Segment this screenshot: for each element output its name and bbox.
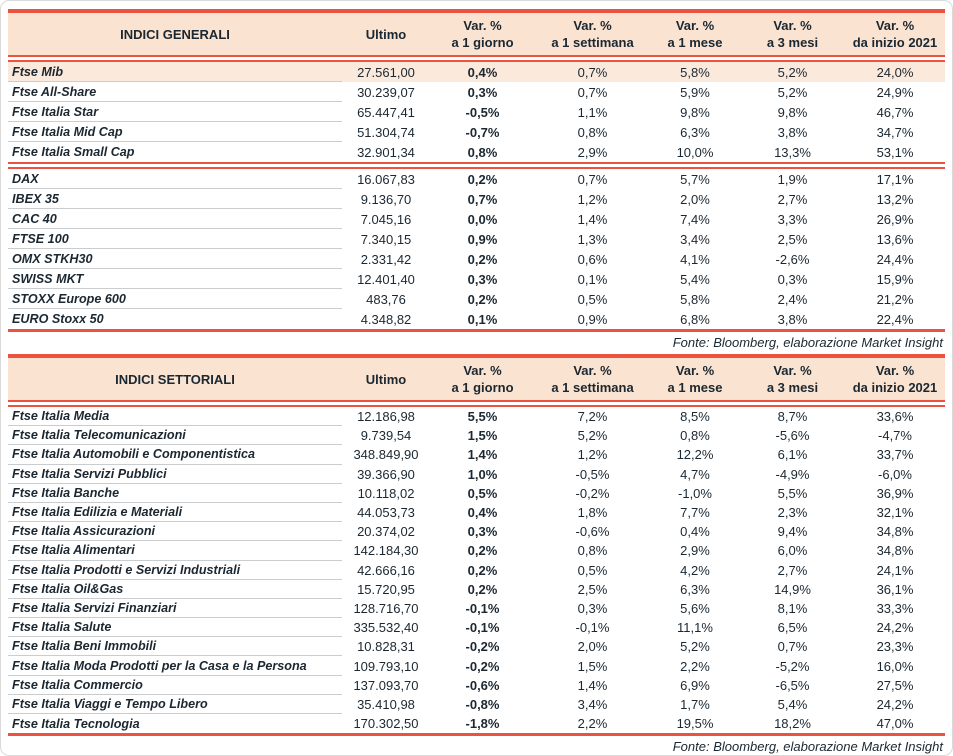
ultimo-cell: 27.561,00 [357, 64, 415, 80]
var-1day-cell: 0,0% [467, 211, 498, 227]
table-row [8, 122, 945, 142]
table-row [8, 229, 945, 249]
var-ytd-cell: 13,2% [876, 191, 914, 207]
ultimo-cell: 9.136,70 [360, 191, 412, 207]
ultimo-cell: 170.302,50 [353, 716, 419, 732]
var-ytd-cell: 33,3% [876, 600, 914, 616]
ultimo-cell: 12.401,40 [357, 271, 415, 287]
column-header-var-1 [430, 13, 535, 55]
ultimo-cell: 4.348,82 [360, 311, 412, 327]
var-1week-cell: 2,9% [577, 144, 608, 160]
index-name-cell: Ftse Italia Star [8, 102, 342, 122]
var-1week-cell: 1,2% [577, 191, 608, 207]
var-1month-cell: 2,0% [680, 191, 710, 207]
index-name-cell: Ftse Italia Oil&Gas [8, 580, 342, 599]
table-row [8, 269, 945, 289]
index-name-cell: Ftse Italia Servizi Pubblici [8, 465, 342, 484]
var-ytd-cell: 34,8% [876, 543, 914, 559]
ultimo-cell: 7.340,15 [360, 231, 412, 247]
var-1month-cell: 5,4% [680, 271, 710, 287]
var-1week-cell: -0,2% [575, 485, 610, 501]
var-1month-cell: 6,9% [680, 677, 710, 693]
var-ytd-cell: 36,9% [876, 485, 914, 501]
var-ytd-cell: 32,1% [876, 505, 914, 521]
var-3month-cell: 9,4% [777, 524, 808, 540]
var-3month-cell: 2,5% [777, 231, 808, 247]
table-row [8, 637, 945, 656]
var-1week-cell: 1,3% [577, 231, 608, 247]
var-3month-cell: -5,6% [775, 428, 810, 444]
var-3month-cell: 2,7% [777, 562, 808, 578]
ultimo-cell: 335.532,40 [353, 620, 419, 636]
table-row [8, 426, 945, 445]
var-period-label: a 1 settimana [551, 35, 634, 50]
table-row [8, 189, 945, 209]
var-1week-cell: 2,0% [577, 639, 608, 655]
indices-table-settoriali [8, 354, 945, 736]
var-1month-cell: -1,0% [678, 485, 712, 501]
var-3month-cell: 5,2% [777, 64, 808, 80]
ultimo-cell: 51.304,74 [357, 124, 415, 140]
var-1week-cell: 0,7% [577, 171, 608, 187]
indices-table-generali [8, 9, 945, 332]
table-row [8, 561, 945, 580]
index-name-cell: DAX [8, 169, 342, 189]
var-3month-cell: 6,5% [777, 620, 808, 636]
var-ytd-cell: 26,9% [876, 211, 914, 227]
var-1week-cell: 0,7% [577, 84, 608, 100]
var-ytd-cell: 13,6% [876, 231, 914, 247]
var-3month-cell: 5,5% [777, 485, 808, 501]
index-name-cell: Ftse Italia Tecnologia [12, 716, 140, 731]
var-percent-label: Var. % [675, 363, 715, 378]
var-ytd-cell: 24,1% [876, 562, 914, 578]
table-row [8, 676, 945, 695]
var-1month-cell: 7,7% [680, 505, 710, 521]
var-1week-cell: 0,5% [577, 562, 608, 578]
var-1day-cell: -0,8% [465, 696, 500, 712]
var-1day-cell: -0,1% [465, 600, 500, 616]
var-1day-cell: 0,4% [467, 64, 498, 80]
column-header-var-5 [845, 358, 945, 400]
index-name-cell: Ftse Italia Mid Cap [8, 122, 342, 142]
var-1week-cell: 0,1% [577, 271, 608, 287]
table-row [8, 695, 945, 714]
var-1month-cell: 11,1% [677, 620, 713, 636]
index-name-cell: FTSE 100 [8, 229, 342, 249]
var-1month-cell: 6,8% [680, 311, 710, 327]
var-ytd-cell: 21,2% [876, 291, 914, 307]
var-period-label: a 3 mesi [766, 380, 819, 395]
var-3month-cell: 9,8% [777, 104, 808, 120]
var-1week-cell: 0,6% [577, 251, 608, 267]
ultimo-cell: 10.828,31 [357, 639, 415, 655]
var-3month-cell: -6,5% [775, 677, 810, 693]
var-1day-cell: 0,4% [467, 505, 498, 521]
var-period-label: da inizio 2021 [852, 35, 938, 50]
var-ytd-cell: 33,6% [876, 409, 914, 425]
table-row [8, 541, 945, 560]
ultimo-cell: 137.093,70 [353, 677, 419, 693]
var-1month-cell: 4,1% [680, 251, 710, 267]
var-1month-cell: 1,7% [680, 696, 710, 712]
source-note: Fonte: Bloomberg, elaborazione Market Insight [672, 739, 943, 755]
table-body [8, 407, 945, 733]
var-1day-cell: 1,5% [467, 428, 498, 444]
var-ytd-cell: 33,7% [876, 447, 914, 463]
ultimo-cell: 30.239,07 [357, 84, 415, 100]
index-name-cell: Ftse Italia Servizi Finanziari [8, 599, 342, 618]
var-percent-label: Var. % [875, 363, 915, 378]
var-1month-cell: 19,5% [676, 716, 714, 732]
var-1month-cell: 2,9% [680, 543, 710, 559]
var-ytd-cell: 17,1% [876, 171, 914, 187]
index-name-cell: EURO Stoxx 50 [12, 312, 104, 326]
var-1week-cell: 0,8% [577, 124, 608, 140]
var-3month-cell: 18,2% [774, 716, 811, 732]
index-name-cell: OMX STKH30 [8, 249, 342, 269]
var-3month-cell: 6,0% [777, 543, 808, 559]
column-header-var-2 [535, 358, 650, 400]
var-1week-cell: 1,1% [577, 104, 608, 120]
var-1week-cell: 7,2% [577, 409, 608, 425]
var-1day-cell: 0,5% [467, 485, 498, 501]
var-1day-cell: 0,2% [467, 251, 498, 267]
var-1day-cell: 0,7% [467, 191, 498, 207]
var-1week-cell: 1,4% [577, 211, 608, 227]
index-name-cell: Ftse Italia Moda Prodotti per la Casa e la Persona [8, 656, 342, 675]
var-ytd-cell: 47,0% [876, 716, 914, 732]
table-row [8, 656, 945, 675]
column-header-var-3 [650, 358, 740, 400]
table-row [8, 209, 945, 229]
var-ytd-cell: 24,0% [876, 64, 914, 80]
var-ytd-cell: 23,3% [876, 639, 914, 655]
var-percent-label: Var. % [773, 18, 812, 33]
var-1month-cell: 9,8% [680, 104, 710, 120]
index-name-cell: Ftse Mib [8, 62, 342, 82]
var-1day-cell: 5,5% [467, 409, 498, 425]
var-1day-cell: 0,2% [467, 562, 498, 578]
column-header-var-1 [430, 358, 535, 400]
var-period-label: a 1 giorno [451, 35, 514, 50]
var-3month-cell: 3,3% [777, 211, 808, 227]
ultimo-cell: 142.184,30 [353, 543, 419, 559]
column-header-var-5 [845, 13, 945, 55]
column-header-var-3 [650, 13, 740, 55]
var-1day-cell: -1,8% [465, 716, 500, 732]
index-group [8, 62, 945, 162]
var-ytd-cell: 24,9% [876, 84, 914, 100]
table-row [8, 714, 945, 733]
table-row [8, 82, 945, 102]
table-row [8, 62, 945, 82]
var-ytd-cell: 16,0% [876, 658, 914, 674]
var-3month-cell: 2,7% [777, 191, 808, 207]
ultimo-cell: 128.716,70 [353, 600, 419, 616]
var-3month-cell: 5,2% [777, 84, 808, 100]
index-name-cell: Ftse Italia Beni Immobili [8, 637, 342, 656]
var-ytd-cell: 15,9% [876, 271, 914, 287]
var-1month-cell: 5,8% [680, 64, 710, 80]
var-1week-cell: 0,9% [577, 311, 608, 327]
ultimo-cell: 7.045,16 [360, 211, 412, 227]
source-note: Fonte: Bloomberg, elaborazione Market Insight [672, 335, 943, 350]
table-row [8, 249, 945, 269]
var-1day-cell: -0,5% [465, 104, 500, 120]
var-ytd-cell: 36,1% [876, 581, 914, 597]
var-3month-cell: -4,9% [775, 466, 810, 482]
var-1week-cell: 0,8% [577, 543, 608, 559]
ultimo-cell: 65.447,41 [357, 104, 415, 120]
table-row [8, 309, 945, 329]
index-name-cell: Ftse Italia Automobili e Componentistica [8, 445, 342, 464]
var-3month-cell: 2,3% [777, 505, 808, 521]
var-1day-cell: 0,3% [467, 524, 498, 540]
var-percent-label: Var. % [875, 18, 915, 33]
var-1week-cell: -0,6% [575, 524, 610, 540]
var-1day-cell: 0,3% [467, 271, 498, 287]
var-1month-cell: 3,4% [680, 231, 710, 247]
table-row [8, 618, 945, 637]
table-row [8, 580, 945, 599]
var-ytd-cell: -4,7% [878, 428, 912, 444]
index-name-cell: Ftse Italia Assicurazioni [8, 522, 342, 541]
index-name-cell: Ftse Italia Commercio [8, 676, 342, 695]
index-name-cell: Ftse Italia Banche [8, 484, 342, 503]
ultimo-cell: 483,76 [366, 291, 406, 307]
var-1day-cell: 0,2% [467, 581, 498, 597]
index-name-cell: Ftse Italia Small Cap [12, 145, 135, 159]
var-1week-cell: -0,5% [575, 466, 610, 482]
ultimo-cell: 2.331,42 [360, 251, 412, 267]
var-period-label: a 1 settimana [551, 380, 634, 395]
var-1week-cell: 5,2% [577, 428, 608, 444]
index-name-cell: Ftse Italia Prodotti e Servizi Industriali [8, 561, 342, 580]
table-row [8, 599, 945, 618]
index-name-cell: Ftse Italia Alimentari [8, 541, 342, 560]
column-header-ultimo: Ultimo [365, 26, 407, 42]
var-3month-cell: 14,9% [774, 581, 811, 597]
var-1month-cell: 4,7% [680, 466, 710, 482]
index-group [8, 169, 945, 329]
ultimo-cell: 16.067,83 [357, 171, 415, 187]
table-title: INDICI GENERALI [120, 26, 230, 42]
var-ytd-cell: 22,4% [876, 311, 914, 327]
var-ytd-cell: 34,8% [876, 524, 914, 540]
var-3month-cell: 8,1% [777, 600, 808, 616]
var-1month-cell: 5,9% [680, 84, 710, 100]
var-ytd-cell: 24,2% [876, 620, 914, 636]
var-1week-cell: 2,2% [577, 716, 608, 732]
var-1week-cell: 2,5% [577, 581, 608, 597]
var-ytd-cell: -6,0% [878, 466, 912, 482]
header-divider [8, 400, 945, 407]
var-1day-cell: 1,4% [467, 447, 498, 463]
var-3month-cell: -5,2% [775, 658, 810, 674]
var-1day-cell: -0,7% [465, 124, 500, 140]
table-body [8, 62, 945, 329]
var-1day-cell: 0,8% [467, 144, 498, 160]
var-3month-cell: 8,7% [777, 409, 808, 425]
var-1week-cell: 3,4% [577, 696, 608, 712]
var-3month-cell: 13,3% [774, 144, 811, 160]
var-1month-cell: 10,0% [676, 144, 714, 160]
var-1month-cell: 0,4% [680, 524, 710, 540]
ultimo-cell: 348.849,90 [353, 447, 419, 463]
var-1day-cell: 0,9% [467, 231, 498, 247]
var-1month-cell: 5,2% [680, 639, 710, 655]
var-3month-cell: 1,9% [777, 171, 808, 187]
var-1day-cell: 1,0% [467, 466, 498, 482]
column-header-var-4 [740, 13, 845, 55]
var-period-label: a 1 mese [667, 380, 723, 395]
index-name-cell: Ftse Italia Edilizia e Materiali [8, 503, 342, 522]
var-percent-label: Var. % [773, 363, 812, 378]
var-1day-cell: 0,3% [467, 84, 498, 100]
table-row [8, 289, 945, 309]
var-1day-cell: 0,2% [467, 291, 498, 307]
index-name-cell: Ftse Italia Media [8, 407, 342, 426]
header-divider [8, 55, 945, 62]
var-3month-cell: 3,8% [777, 311, 808, 327]
var-3month-cell: 3,8% [777, 124, 808, 140]
var-1day-cell: 0,2% [467, 543, 498, 559]
var-ytd-cell: 53,1% [876, 144, 914, 160]
table-header-row [8, 13, 945, 55]
var-1day-cell: -0,6% [465, 677, 500, 693]
var-3month-cell: 0,3% [777, 271, 808, 287]
table-row [8, 169, 945, 189]
table-row [8, 522, 945, 541]
var-1day-cell: -0,2% [465, 658, 500, 674]
var-period-label: a 3 mesi [766, 35, 819, 50]
var-ytd-cell: 24,2% [876, 696, 914, 712]
var-1month-cell: 5,6% [680, 600, 710, 616]
ultimo-cell: 20.374,02 [357, 524, 415, 540]
var-1week-cell: -0,1% [575, 620, 610, 636]
var-1week-cell: 1,2% [577, 447, 608, 463]
index-name-cell: CAC 40 [8, 209, 342, 229]
var-1day-cell: -0,1% [465, 620, 500, 636]
var-3month-cell: 0,7% [777, 639, 808, 655]
var-1month-cell: 2,2% [680, 658, 710, 674]
index-name-cell: Ftse Italia Salute [8, 618, 342, 637]
var-1month-cell: 12,2% [676, 447, 714, 463]
index-name-cell: STOXX Europe 600 [8, 289, 342, 309]
var-1month-cell: 6,3% [680, 124, 710, 140]
var-1day-cell: 0,2% [467, 171, 498, 187]
index-name-cell: Ftse Italia Telecomunicazioni [8, 426, 342, 445]
table-row [8, 102, 945, 122]
var-percent-label: Var. % [675, 18, 715, 33]
var-1week-cell: 0,7% [577, 64, 608, 80]
table-row [8, 142, 945, 162]
var-1week-cell: 1,8% [577, 505, 608, 521]
var-1month-cell: 8,5% [680, 409, 710, 425]
var-3month-cell: 2,4% [777, 291, 808, 307]
column-header-ultimo: Ultimo [365, 371, 407, 387]
var-1month-cell: 6,3% [680, 581, 710, 597]
var-1week-cell: 0,3% [577, 600, 608, 616]
var-1month-cell: 0,8% [680, 428, 710, 444]
var-percent-label: Var. % [573, 18, 612, 33]
ultimo-cell: 12.186,98 [357, 409, 415, 425]
var-period-label: a 1 giorno [451, 380, 514, 395]
var-1month-cell: 4,2% [680, 562, 710, 578]
index-group [8, 407, 945, 733]
var-ytd-cell: 34,7% [876, 124, 914, 140]
var-3month-cell: 6,1% [777, 447, 808, 463]
index-name-cell: IBEX 35 [8, 189, 342, 209]
var-1week-cell: 1,5% [577, 658, 608, 674]
index-name-cell: Ftse Italia Viaggi e Tempo Libero [8, 695, 342, 714]
var-percent-label: Var. % [463, 18, 502, 33]
var-1month-cell: 7,4% [680, 211, 710, 227]
column-header-var-4 [740, 358, 845, 400]
table-row [8, 445, 945, 464]
table-header-row [8, 358, 945, 400]
ultimo-cell: 9.739,54 [360, 428, 412, 444]
var-1month-cell: 5,8% [680, 291, 710, 307]
var-percent-label: Var. % [463, 363, 502, 378]
ultimo-cell: 42.666,16 [357, 562, 415, 578]
var-1week-cell: 0,5% [577, 291, 608, 307]
var-period-label: a 1 mese [667, 35, 723, 50]
var-1week-cell: 1,4% [577, 677, 608, 693]
ultimo-cell: 15.720,95 [357, 581, 415, 597]
var-period-label: da inizio 2021 [852, 380, 938, 395]
table-title: INDICI SETTORIALI [115, 371, 235, 387]
var-percent-label: Var. % [573, 363, 612, 378]
table-row [8, 484, 945, 503]
ultimo-cell: 39.366,90 [357, 466, 415, 482]
table-row [8, 503, 945, 522]
ultimo-cell: 109.793,10 [353, 658, 419, 674]
ultimo-cell: 35.410,98 [357, 696, 415, 712]
var-1day-cell: -0,2% [465, 639, 500, 655]
var-ytd-cell: 46,7% [876, 104, 914, 120]
ultimo-cell: 44.053,73 [357, 505, 415, 521]
var-1day-cell: 0,1% [467, 311, 498, 327]
table-row [8, 465, 945, 484]
var-ytd-cell: 27,5% [876, 677, 914, 693]
var-3month-cell: 5,4% [777, 696, 808, 712]
column-header-var-2 [535, 13, 650, 55]
var-ytd-cell: 24,4% [876, 251, 914, 267]
ultimo-cell: 32.901,34 [357, 144, 415, 160]
var-1month-cell: 5,7% [680, 171, 710, 187]
group-divider [8, 162, 945, 169]
ultimo-cell: 10.118,02 [357, 485, 415, 501]
index-name-cell: Ftse All-Share [8, 82, 342, 102]
index-name-cell: SWISS MKT [8, 269, 342, 289]
var-3month-cell: -2,6% [775, 251, 810, 267]
table-row [8, 407, 945, 426]
